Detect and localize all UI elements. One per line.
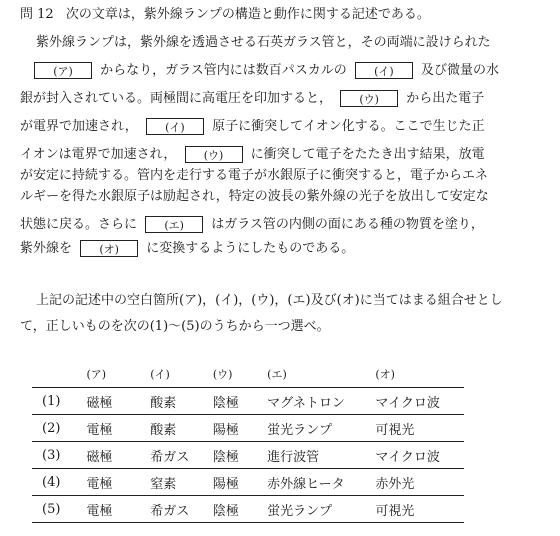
passage-line-2: (ア) からなり，ガラス管内には数百パスカルの (イ) 及び微量の水 [20,60,499,82]
passage-line-5: イオンは電界で加速され， (ウ) に衝突して電子をたたき出す結果，放電 [20,147,485,162]
answer-table-header [32,361,464,388]
blank-o: (オ) [80,240,138,257]
header-e: (エ) [267,368,287,381]
question-header [20,4,430,26]
table-row: (2) 電極 酸素 陽極 蛍光ランプ 可視光 [32,415,464,442]
blank-u-2: (ウ) [185,146,243,163]
header-o: (オ) [375,368,395,381]
table-row: (3) 磁極 希ガス 陰極 進行波管 マイクロ波 [32,442,464,469]
header-i: (イ) [150,368,170,381]
blank-u: (ウ) [340,90,398,107]
passage-line-6: が安定に持続する。管内を走行する電子が水銀原子に衝突すると，電子からエネ [20,168,489,183]
table-row: (1) 磁極 酸素 陰極 マグネトロン マイクロ波 [32,388,464,415]
passage-line-3: 銀が封入されている。両極間に高電圧を印加すると， (ウ) から出た電子 [20,91,485,106]
table-row: (4) 電極 窒素 陽極 赤外線ヒータ 赤外光 [32,469,464,496]
instruction-line-2: て，正しいものを次の(1)～(5)のうちから一つ選べ。 [20,319,330,334]
blank-i-2: (イ) [146,118,204,135]
table-row: (5) 電極 希ガス 陰極 蛍光ランプ 可視光 [32,496,464,523]
blank-i: (イ) [355,62,413,79]
question-intro: 次の文章は，紫外線ランプの構造と動作に関する記述である。 [65,7,430,22]
blank-a: (ア) [34,62,92,79]
header-u: (ウ) [212,368,233,381]
header-a: (ア) [86,368,107,381]
answer-table [32,361,464,523]
blank-e: (エ) [145,216,203,233]
passage-line-4: が電界で加速され， (イ) 原子に衝突してイオン化する。ここで生じた正 [20,119,485,134]
question-number: 問 12 [20,7,54,22]
passage-line-1: 紫外線ランプは，紫外線を透過させる石英ガラス管と，その両端に設けられた [36,35,491,50]
passage-line-7: ルギーを得た水銀原子は励起され，特定の波長の紫外線の光子を放出して安定な [20,189,489,204]
passage-line-9: 紫外線を (オ) に変換するようにしたものである。 [20,241,355,256]
instruction-line-1: 上記の記述中の空白箇所(ア)，(イ)，(ウ)，(エ)及び(オ)に当てはまる組合せとし [36,293,503,308]
passage-line-8: 状態に戻る。さらに (エ) はガラス管の内側の面にある種の物質を塗り， [20,217,484,232]
